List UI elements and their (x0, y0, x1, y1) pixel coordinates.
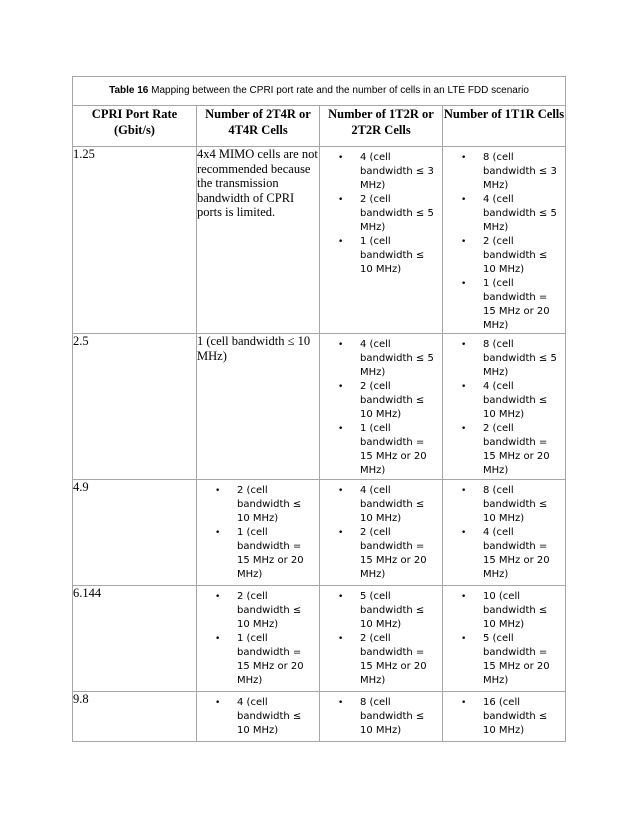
col2-text-cell: 1 (cell bandwidth ≤ 10 MHz) (197, 334, 320, 480)
list-item (197, 526, 317, 582)
list-item (443, 526, 563, 582)
col4-cell (443, 334, 566, 480)
list-item-text: 16 (cell bandwidth ≤ 10 MHz) (483, 697, 548, 736)
bullet-icon: • (338, 698, 344, 708)
bullet-icon: • (215, 486, 221, 496)
col3-cell (320, 334, 443, 480)
list-item-text: 4 (cell bandwidth ≤ 10 MHz) (483, 381, 548, 420)
list-item-text: 2 (cell bandwidth ≤ 10 MHz) (237, 485, 302, 524)
table-row (73, 586, 566, 692)
list-item (320, 696, 440, 738)
list-item-text: 5 (cell bandwidth ≤ 10 MHz) (360, 591, 425, 630)
bullet-list (320, 480, 442, 582)
bullet-list (320, 692, 442, 738)
list-item-text: 2 (cell bandwidth = 15 MHz or 20 MHz) (360, 527, 427, 580)
bullet-icon: • (338, 528, 344, 538)
list-item-text: 8 (cell bandwidth ≤ 5 MHz) (483, 339, 557, 378)
list-item-text: 2 (cell bandwidth ≤ 10 MHz) (237, 591, 302, 630)
bullet-list (320, 586, 442, 688)
header-2t4r-4t4r-cells: Number of 2T4R or 4T4R Cells (197, 106, 320, 147)
col2-text-cell: 4x4 MIMO cells are not recommended because the transmission bandwidth of CPRI ports is limited. (197, 147, 320, 334)
bullet-icon: • (215, 634, 221, 644)
header-row (73, 106, 566, 147)
bullet-icon: • (461, 237, 467, 247)
bullet-list (197, 586, 319, 688)
list-item-text: 2 (cell bandwidth = 15 MHz or 20 MHz) (360, 633, 427, 686)
bullet-icon: • (461, 153, 467, 163)
list-item (320, 526, 440, 582)
list-item (320, 193, 440, 235)
list-item (320, 422, 440, 478)
bullet-icon: • (215, 592, 221, 602)
table-row (73, 480, 566, 586)
list-item-text: 5 (cell bandwidth = 15 MHz or 20 MHz) (483, 633, 550, 686)
list-item (320, 380, 440, 422)
list-item-text: 1 (cell bandwidth = 15 MHz or 20 MHz) (483, 278, 550, 331)
list-item (320, 338, 440, 380)
list-item-text: 2 (cell bandwidth ≤ 10 MHz) (360, 381, 425, 420)
col4-cell (443, 692, 566, 742)
list-item (443, 484, 563, 526)
bullet-icon: • (461, 698, 467, 708)
list-item (320, 151, 440, 193)
table-row (73, 692, 566, 742)
list-item (443, 632, 563, 688)
list-item (443, 380, 563, 422)
bullet-icon: • (461, 340, 467, 350)
bullet-icon: • (338, 592, 344, 602)
list-item-text: 2 (cell bandwidth ≤ 5 MHz) (360, 194, 434, 233)
bullet-icon: • (215, 528, 221, 538)
bullet-list (197, 480, 319, 582)
caption-text: Mapping between the CPRI port rate and the number of cells in an LTE FDD scenario (148, 85, 529, 96)
list-item-text: 4 (cell bandwidth = 15 MHz or 20 MHz) (483, 527, 550, 580)
bullet-list (443, 586, 565, 688)
col2-cell (197, 480, 320, 586)
list-item (443, 590, 563, 632)
bullet-icon: • (338, 634, 344, 644)
header-cpri-port-rate: CPRI Port Rate (Gbit/s) (73, 106, 197, 147)
list-item-text: 4 (cell bandwidth ≤ 10 MHz) (237, 697, 302, 736)
col3-cell (320, 147, 443, 334)
bullet-icon: • (461, 424, 467, 434)
list-item-text: 4 (cell bandwidth ≤ 3 MHz) (360, 152, 434, 191)
bullet-icon: • (338, 153, 344, 163)
list-item (443, 277, 563, 333)
list-item (443, 193, 563, 235)
list-item (320, 484, 440, 526)
list-item (443, 338, 563, 380)
list-item-text: 8 (cell bandwidth ≤ 10 MHz) (360, 697, 425, 736)
list-item-text: 1 (cell bandwidth = 15 MHz or 20 MHz) (237, 633, 304, 686)
bullet-icon: • (338, 486, 344, 496)
bullet-list (443, 692, 565, 738)
col4-cell (443, 480, 566, 586)
bullet-icon: • (461, 382, 467, 392)
bullet-list (320, 334, 442, 478)
list-item (320, 235, 440, 277)
bullet-list (443, 480, 565, 582)
list-item (443, 151, 563, 193)
list-item-text: 1 (cell bandwidth ≤ 10 MHz) (360, 236, 425, 275)
list-item (320, 590, 440, 632)
bullet-list (197, 692, 319, 738)
bullet-icon: • (461, 634, 467, 644)
table-container (72, 76, 565, 742)
rate-cell: 4.9 (73, 480, 197, 586)
col2-cell (197, 692, 320, 742)
rate-cell: 6.144 (73, 586, 197, 692)
table-caption (73, 77, 566, 106)
list-item-text: 4 (cell bandwidth ≤ 10 MHz) (360, 485, 425, 524)
bullet-icon: • (461, 195, 467, 205)
header-1t2r-2t2r-cells: Number of 1T2R or 2T2R Cells (320, 106, 443, 147)
list-item-text: 2 (cell bandwidth ≤ 10 MHz) (483, 236, 548, 275)
bullet-icon: • (338, 340, 344, 350)
cpri-mapping-table (72, 76, 566, 742)
table-row (73, 334, 566, 480)
bullet-icon: • (461, 592, 467, 602)
list-item-text: 8 (cell bandwidth ≤ 10 MHz) (483, 485, 548, 524)
list-item (197, 696, 317, 738)
rate-cell: 9.8 (73, 692, 197, 742)
header-1t1r-cells: Number of 1T1R Cells (443, 106, 566, 147)
bullet-icon: • (338, 382, 344, 392)
list-item-text: 10 (cell bandwidth ≤ 10 MHz) (483, 591, 548, 630)
list-item (197, 590, 317, 632)
table-row (73, 147, 566, 334)
bullet-list (443, 334, 565, 478)
list-item (443, 422, 563, 478)
col3-cell (320, 586, 443, 692)
bullet-icon: • (215, 698, 221, 708)
col3-cell (320, 480, 443, 586)
list-item (443, 696, 563, 738)
list-item (320, 632, 440, 688)
col4-cell (443, 147, 566, 334)
bullet-icon: • (461, 486, 467, 496)
list-item-text: 2 (cell bandwidth = 15 MHz or 20 MHz) (483, 423, 550, 476)
list-item (197, 484, 317, 526)
rate-cell: 2.5 (73, 334, 197, 480)
list-item-text: 1 (cell bandwidth = 15 MHz or 20 MHz) (237, 527, 304, 580)
bullet-icon: • (338, 237, 344, 247)
list-item-text: 8 (cell bandwidth ≤ 3 MHz) (483, 152, 557, 191)
col3-cell (320, 692, 443, 742)
bullet-list (320, 147, 442, 277)
list-item (443, 235, 563, 277)
bullet-list (443, 147, 565, 333)
bullet-icon: • (461, 528, 467, 538)
col4-cell (443, 586, 566, 692)
list-item-text: 4 (cell bandwidth ≤ 5 MHz) (483, 194, 557, 233)
list-item (197, 632, 317, 688)
rate-cell: 1.25 (73, 147, 197, 334)
bullet-icon: • (338, 424, 344, 434)
caption-row (73, 77, 566, 106)
list-item-text: 4 (cell bandwidth ≤ 5 MHz) (360, 339, 434, 378)
caption-label: Table 16 (109, 85, 149, 96)
list-item-text: 1 (cell bandwidth = 15 MHz or 20 MHz) (360, 423, 427, 476)
bullet-icon: • (338, 195, 344, 205)
bullet-icon: • (461, 279, 467, 289)
col2-cell (197, 586, 320, 692)
